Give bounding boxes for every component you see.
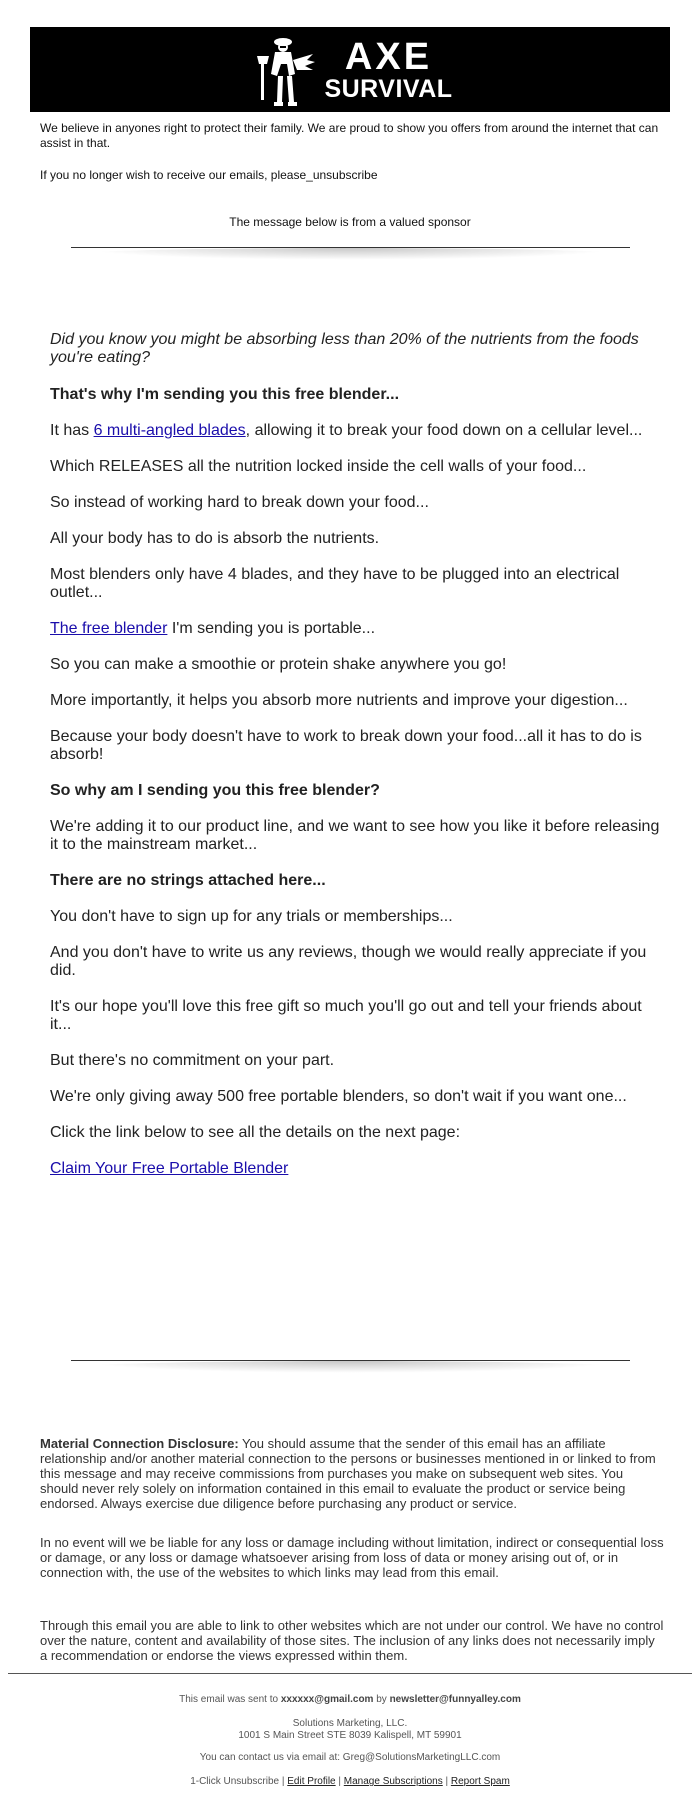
blades-link[interactable]: 6 multi-angled blades [93,422,246,439]
disclosure-label: Material Connection Disclosure: [40,1436,239,1451]
liability-disclaimer: In no event will we be liable for any loss or damage including without limitation, indirect or consequential loss or damage, or any loss or damage whatsoever arising from loss of data or money arising out of, or in connection with, the use of the websites to which links may lead from this email. [40,1535,664,1580]
message-hope-line: It's our hope you'll love this free gift so much you'll go out and tell your friends about it... [50,998,642,1033]
recipient-email: xxxxxx@gmail.com [280,1694,374,1705]
third-party-links-disclaimer: Through this email you are able to link to other websites which are not under our control. We have no control over the nature, content and availability of those sites. The inclusion of any links does not necessarily imply a recommendation or endorse the views expressed within them. [40,1618,664,1663]
unsubscribe-link[interactable]: unsubscribe [312,168,378,182]
message-product-line: We're adding it to our product line, and we want to see how you like it before releasing it to the mainstream market... [50,818,660,853]
message-blenders-line: Most blenders only have 4 blades, and they have to be plugged into an electrical outlet... [50,566,620,601]
message-heading-why: So why am I sending you this free blender? [50,782,380,799]
footer-separator: | [279,1776,288,1787]
edit-profile-link[interactable]: Edit Profile [287,1776,336,1787]
sender-email: newsletter@funnyalley.com [389,1694,521,1705]
sponsor-note: The message below is from a valued sponsor [229,215,471,229]
claim-blender-link[interactable]: Claim Your Free Portable Blender [50,1160,289,1177]
divider-top-shadow [80,248,620,260]
footer-rule [8,1673,692,1674]
free-blender-link[interactable]: The free blender [50,620,168,637]
sent-prefix: This email was sent to [179,1694,281,1705]
blades-prefix: It has [50,422,94,439]
footer-sent-to [0,1694,700,1706]
footer-separator: | [335,1776,344,1787]
message-portable-line [50,620,660,638]
blades-suffix: , allowing it to break your food down on a cellular level... [245,422,643,439]
message-limited-line: We're only giving away 500 free portable blenders, so don't wait if you want one... [50,1088,627,1105]
message-absorb-line: All your body has to do is absorb the nutrients. [50,530,380,547]
intro-paragraph: We believe in anyones right to protect their family. We are proud to show you offers from around the internet that can assist in that. [40,121,659,150]
message-click-below-line: Click the link below to see all the details on the next page: [50,1124,461,1141]
footer-links [0,1776,700,1788]
footer-company: Solutions Marketing, LLC. [292,1718,408,1729]
footer-address: 1001 S Main Street STE 8039 Kalispell, MT 59901 [238,1730,462,1741]
unsubscribe-paragraph: If you no longer wish to receive our emails, please_unsubscribe [40,168,378,182]
message-cta-line [50,1160,660,1178]
message-releases-line: Which RELEASES all the nutrition locked inside the cell walls of your food... [50,458,587,475]
logo-line-axe: AXE [344,35,433,78]
footer-separator: | [442,1776,451,1787]
message-commitment-line: But there's no commitment on your part. [50,1052,335,1069]
report-spam-link[interactable]: Report Spam [450,1776,510,1787]
unsubscribe-prefix: If you no longer wish to receive our emails, please [40,168,307,182]
survivalist-figure-icon [247,30,322,110]
message-heading-no-strings: There are no strings attached here... [50,872,326,889]
message-no-trials-line: You don't have to sign up for any trials or memberships... [50,908,453,925]
disclosure-text: You should assume that the sender of this email has an affiliate relationship and/or another material connection to the persons or businesses mentioned in or linked to from this message and may receive commissions from purchases you make on subsequent web sites. You should never rely solely on information contained in this email to evaluate the product or service being endorsed. Always exercise due diligence before purchasing any product or service. [40,1436,656,1511]
message-smoothie-line: So you can make a smoothie or protein shake anywhere you go! [50,656,507,673]
message-digestion-line: More importantly, it helps you absorb more nutrients and improve your digestion... [50,692,628,709]
header-banner [30,27,670,112]
brand-logo-text [324,35,453,103]
message-absorb-food-line: Because your body doesn't have to work to break down your food...all it has to do is absorb! [50,728,642,763]
material-connection-disclosure [40,1436,665,1511]
footer-contact: You can contact us via email at: Greg@SolutionsMarketingLLC.com [199,1752,501,1763]
message-instead-line: So instead of working hard to break down your food... [50,494,429,511]
message-intro-question: Did you know you might be absorbing less than 20% of the nutrients from the foods you're eating? [50,331,639,366]
divider-bottom-shadow [80,1361,620,1373]
portable-suffix: I'm sending you is portable... [167,620,376,637]
sent-by-word: by [373,1694,390,1705]
message-heading-free-blender: That's why I'm sending you this free blender... [50,386,400,403]
message-blades-line [50,422,660,440]
one-click-unsubscribe[interactable]: 1-Click Unsubscribe [190,1776,280,1787]
message-no-reviews-line: And you don't have to write us any reviews, though we would really appreciate if you did. [50,944,647,979]
logo-line-survival: SURVIVAL [324,74,453,103]
manage-subscriptions-link[interactable]: Manage Subscriptions [343,1776,443,1787]
